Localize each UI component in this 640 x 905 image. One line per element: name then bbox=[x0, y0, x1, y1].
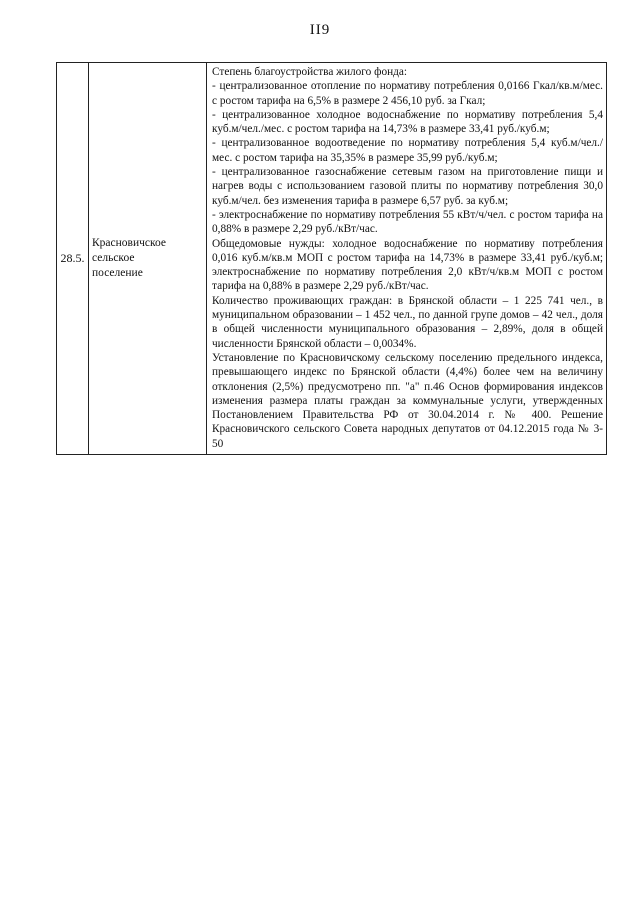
settlement-name-line: Красновичское bbox=[92, 237, 167, 249]
housing-amenities-heading: Степень благоустройства жилого фонда: bbox=[212, 66, 408, 78]
heating-item: - централизованное отопление по нормативу потребления 0,0166 Гкал/кв.м/мес. с ростом тарифа на 6,5% в размере 2 456,10 руб. за Гкал; bbox=[212, 80, 603, 107]
sewerage-item: - централизованное водоотведение по нормативу потребления 5,4 куб.м/чел./мес. с ростом тарифа на 35,35% в размере 35,99 руб./куб.м; bbox=[212, 137, 603, 164]
gas-supply-item: - централизованное газоснабжение сетевым газом на приготовление пищи и нагрев воды с использованием газовой плиты по нормативу потребления 30,0 куб.м/чел. без изменения тарифа в размере 6,57 руб. за куб.м; bbox=[212, 166, 603, 207]
residents-count-paragraph: Количество проживающих граждан: в Брянской области – 1 225 741 чел., в муниципальном образовании – 1 452 чел., по данной групе домов – 42 чел., доля в общей численности муниципального образования – 2,89%, доля в общей численности Брянской области – 0,0034%. bbox=[212, 294, 603, 350]
electricity-item: - электроснабжение по нормативу потребления 55 кВт/ч/чел. с ростом тарифа на 0,88% в размере 2,29 руб./кВт/час. bbox=[212, 208, 603, 236]
settlement-name-line: сельское bbox=[92, 252, 135, 264]
table-row bbox=[57, 63, 607, 455]
tariff-table bbox=[56, 62, 607, 455]
page-number: II9 bbox=[309, 22, 331, 38]
row-number: 28.5. bbox=[60, 251, 85, 265]
index-justification-paragraph: Установление по Красновичскому сельскому поселению предельного индекса, превышающего индекс по Брянской области (4,4%) более чем на величину отклонения (2,5%) предусмотрено пп. "а" п.46 Основ формирования индексов изменения размера платы граждан за коммунальные услуги, утвержденных Постановлением Правительства РФ от 30.04.2014 г. № 400. Решение Красновичского сельского Совета народных депутатов от 04.12.2015 года № 3-50 bbox=[212, 351, 603, 450]
description-cell bbox=[207, 63, 607, 455]
common-house-needs-paragraph: Общедомовые нужды: холодное водоснабжение по нормативу потребления 0,016 куб.м/кв.м МОП с ростом тарифа на 14,73% в размере 33,41 руб./куб.м; электроснабжение по нормативу потребления 2,0 кВт/ч/кв.м МОП с ростом тарифа на 0,88% в размере 2,29 руб./кВт/час. bbox=[212, 237, 603, 293]
settlement-name-line: поселение bbox=[92, 267, 143, 279]
row-number-cell bbox=[57, 63, 89, 455]
settlement-name-cell bbox=[89, 63, 207, 455]
cold-water-item: - централизованное холодное водоснабжение по нормативу потребления 5,4 куб.м/чел./мес. с ростом тарифа на 14,73% в размере 33,41 руб./куб.м; bbox=[212, 108, 603, 136]
